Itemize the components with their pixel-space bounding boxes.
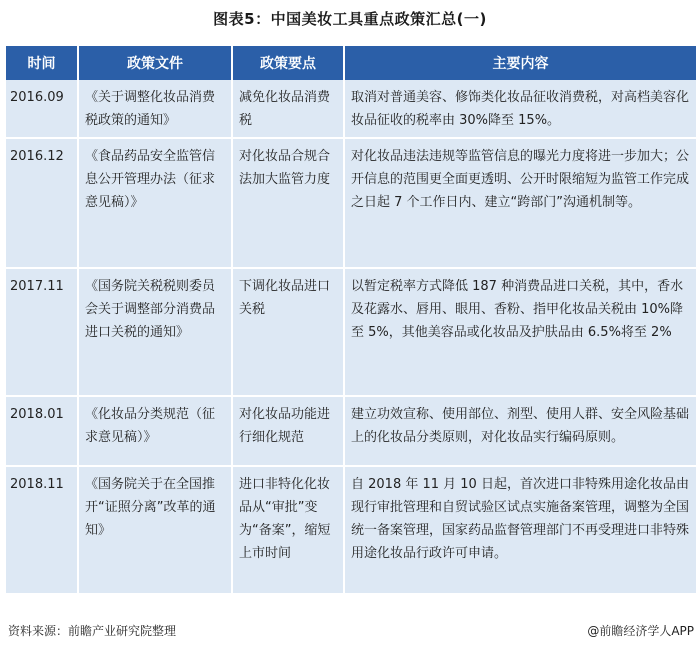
cell-document: 《国务院关税税则委员会关于调整部分消费品进口关税的通知》 bbox=[78, 268, 232, 396]
cell-content: 对化妆品违法违规等监管信息的曝光力度将进一步加大；公开信息的范围更全面更透明、公开时限缩短为监管工作完成之日起 7 个工作日内、建立“跨部门”沟通机制等。 bbox=[344, 138, 696, 268]
policy-table bbox=[6, 46, 696, 595]
cell-point: 减免化妆品消费税 bbox=[232, 80, 344, 138]
table-header-row bbox=[6, 46, 696, 80]
column-header-content: 主要内容 bbox=[344, 46, 696, 80]
column-header-document: 政策文件 bbox=[78, 46, 232, 80]
table-row bbox=[6, 138, 696, 268]
cell-point: 下调化妆品进口关税 bbox=[232, 268, 344, 396]
cell-date: 2018.11 bbox=[6, 466, 78, 594]
cell-content: 取消对普通美容、修饰类化妆品征收消费税，对高档美容化妆品征收的税率由 30%降至 15%。 bbox=[344, 80, 696, 138]
cell-document: 《国务院关于在全国推开“证照分离”改革的通知》 bbox=[78, 466, 232, 594]
cell-content: 建立功效宣称、使用部位、剂型、使用人群、安全风险基础上的化妆品分类原则，对化妆品实行编码原则。 bbox=[344, 396, 696, 466]
column-header-point: 政策要点 bbox=[232, 46, 344, 80]
cell-date: 2016.09 bbox=[6, 80, 78, 138]
table-row bbox=[6, 80, 696, 138]
cell-date: 2017.11 bbox=[6, 268, 78, 396]
cell-point: 进口非特化化妆品从“审批”变为“备案”，缩短上市时间 bbox=[232, 466, 344, 594]
table-row bbox=[6, 268, 696, 396]
cell-point: 对化妆品功能进行细化规范 bbox=[232, 396, 344, 466]
table-row bbox=[6, 396, 696, 466]
cell-document: 《化妆品分类规范（征求意见稿）》 bbox=[78, 396, 232, 466]
column-header-date: 时间 bbox=[6, 46, 78, 80]
figure-title: 图表5：中国美妆工具重点政策汇总(一) bbox=[213, 10, 487, 28]
cell-date: 2018.01 bbox=[6, 396, 78, 466]
cell-document: 《食品药品安全监管信息公开管理办法（征求意见稿）》 bbox=[78, 138, 232, 268]
cell-document: 《关于调整化妆品消费税政策的通知》 bbox=[78, 80, 232, 138]
table-row bbox=[6, 466, 696, 594]
cell-content: 自 2018 年 11 月 10 日起，首次进口非特殊用途化妆品由现行审批管理和自贸试验区试点实施备案管理，调整为全国统一备案管理，国家药品监督管理部门不再受理进口非特殊用途化妆品行政许可申请。 bbox=[344, 466, 696, 594]
brand-credit: @前瞻经济学人APP bbox=[587, 624, 694, 638]
cell-date: 2016.12 bbox=[6, 138, 78, 268]
cell-content: 以暂定税率方式降低 187 种消费品进口关税，其中，香水及花露水、唇用、眼用、香粉、指甲化妆品关税由 10%降至 5%，其他美容品或化妆品及护肤品由 6.5%将至 2% bbox=[344, 268, 696, 396]
cell-point: 对化妆品合规合法加大监管力度 bbox=[232, 138, 344, 268]
source-note: 资料来源：前瞻产业研究院整理 bbox=[8, 624, 177, 638]
